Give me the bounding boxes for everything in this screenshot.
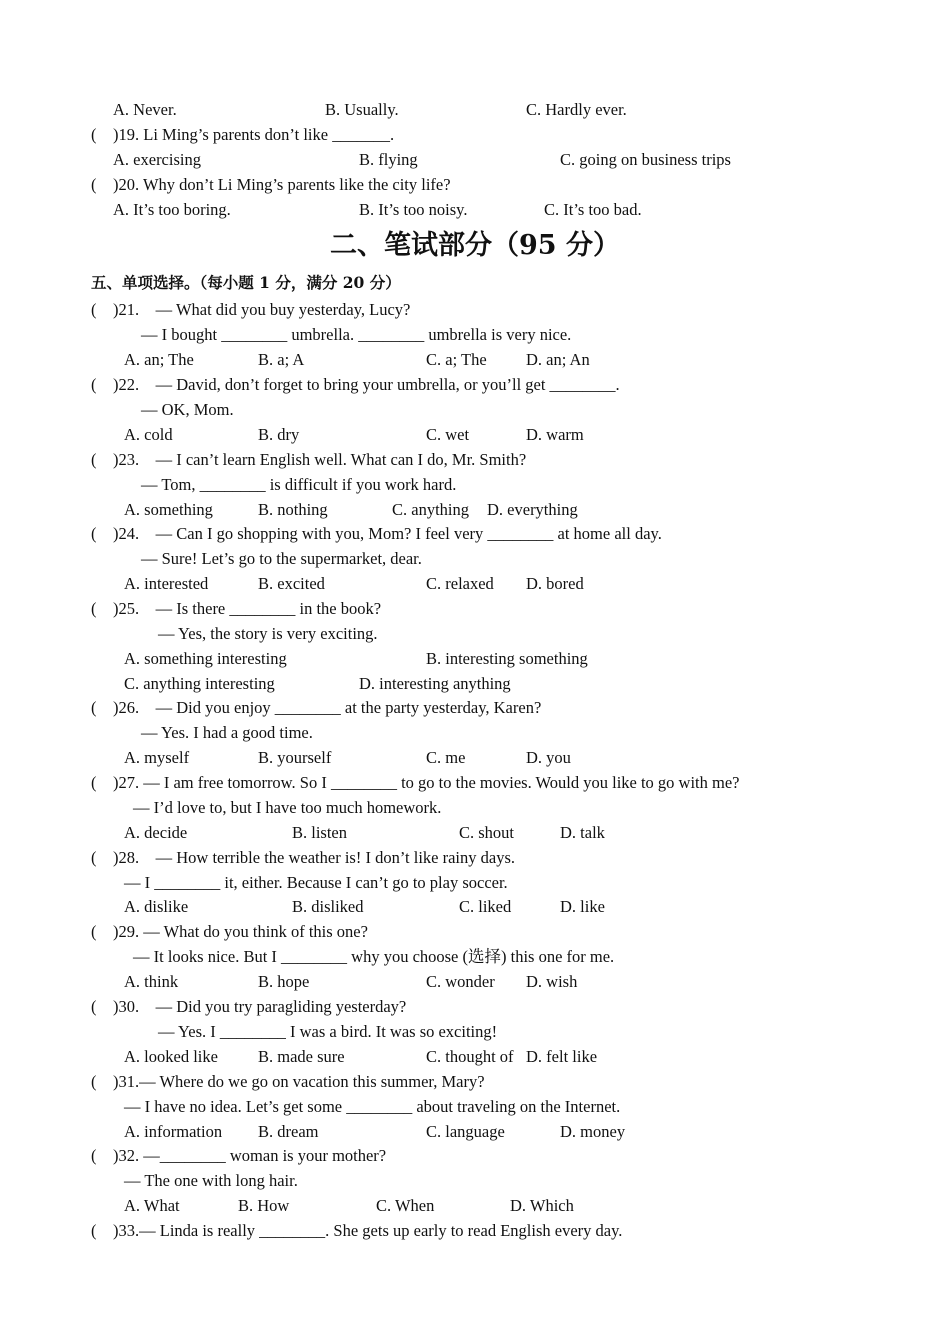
option-d: D. interesting anything <box>359 674 511 693</box>
option-a: A. exercising <box>113 150 201 169</box>
question-26-reply: — Yes. I had a good time. <box>141 723 313 742</box>
question-23-reply: — Tom, ________ is difficult if you work hard. <box>141 475 457 494</box>
option-a: A. information <box>124 1122 223 1141</box>
question-27-reply: — I’d love to, but I have too much homework. <box>133 798 442 817</box>
option-c: C. me <box>426 748 466 767</box>
section-title: 二、笔试部分（95 分） <box>330 230 620 261</box>
option-a: A. decide <box>124 823 188 842</box>
question-32-reply: — The one with long hair. <box>124 1171 298 1190</box>
question-27-stem: ( )27. — I am free tomorrow. So I ________ to go to the movies. Would you like to go with me? <box>91 773 740 792</box>
option-c: C. going on business trips <box>560 150 731 169</box>
question-21-stem: ( )21. — What did you buy yesterday, Lucy? <box>91 300 411 319</box>
option-d: D. warm <box>526 425 584 444</box>
option-a: A. myself <box>124 748 190 767</box>
option-d: D. bored <box>526 574 584 593</box>
question-31-reply: — I have no idea. Let’s get some ________ about traveling on the Internet. <box>124 1097 621 1116</box>
option-a: A. It’s too boring. <box>113 200 231 219</box>
option-d: D. talk <box>560 823 605 842</box>
option-b: B. nothing <box>258 500 328 519</box>
option-a: A. an; The <box>124 350 194 369</box>
option-c: C. liked <box>459 897 512 916</box>
option-a: A. looked like <box>124 1047 218 1066</box>
option-d: D. Which <box>510 1196 574 1215</box>
question-31-stem: ( )31.— Where do we go on vacation this summer, Mary? <box>91 1072 485 1091</box>
question-30-stem: ( )30. — Did you try paragliding yesterday? <box>91 997 407 1016</box>
part-title: 五、单项选择。（每小题 1 分，满分 20 分） <box>91 273 401 292</box>
option-b: B. excited <box>258 574 325 593</box>
option-a: A. cold <box>124 425 173 444</box>
option-d: D. wish <box>526 972 578 991</box>
question-24-reply: — Sure! Let’s go to the supermarket, dear. <box>141 549 422 568</box>
option-b: B. dry <box>258 425 300 444</box>
option-c: C. language <box>426 1122 505 1141</box>
option-d: D. you <box>526 748 571 767</box>
option-b: B. It’s too noisy. <box>359 200 468 219</box>
option-c: C. relaxed <box>426 574 494 593</box>
question-28-stem: ( )28. — How terrible the weather is! I don’t like rainy days. <box>91 848 515 867</box>
question-21-reply: — I bought ________ umbrella. ________ umbrella is very nice. <box>141 325 572 344</box>
option-c: C. wonder <box>426 972 495 991</box>
question-23-stem: ( )23. — I can’t learn English well. What can I do, Mr. Smith? <box>91 450 527 469</box>
question-19-stem: ( )19. Li Ming’s parents don’t like _______. <box>91 125 395 144</box>
option-c: C. When <box>376 1196 435 1215</box>
option-d: D. like <box>560 897 605 916</box>
option-b: B. dream <box>258 1122 319 1141</box>
option-d: D. money <box>560 1122 626 1141</box>
question-29-stem: ( )29. — What do you think of this one? <box>91 922 368 941</box>
option-c: C. thought of <box>426 1047 514 1066</box>
question-24-stem: ( )24. — Can I go shopping with you, Mom? I feel very ________ at home all day. <box>91 524 662 543</box>
option-c: C. anything <box>392 500 469 519</box>
option-d: D. an; An <box>526 350 590 369</box>
option-a: A. What <box>124 1196 180 1215</box>
option-c: C. It’s too bad. <box>544 200 642 219</box>
question-30-reply: — Yes. I ________ I was a bird. It was so exciting! <box>158 1022 498 1041</box>
option-a: A. something interesting <box>124 649 287 668</box>
question-32-stem: ( )32. —________ woman is your mother? <box>91 1146 387 1165</box>
option-b: B. interesting something <box>426 649 588 668</box>
option-b: B. made sure <box>258 1047 345 1066</box>
question-25-stem: ( )25. — Is there ________ in the book? <box>91 599 382 618</box>
option-a: A. something <box>124 500 213 519</box>
option-c: C. Hardly ever. <box>526 100 627 119</box>
question-29-reply: — It looks nice. But I ________ why you choose (选择) this one for me. <box>133 947 615 966</box>
question-25-reply: — Yes, the story is very exciting. <box>158 624 378 643</box>
option-d: D. everything <box>487 500 578 519</box>
question-33-stem: ( )33.— Linda is really ________. She gets up early to read English every day. <box>91 1221 623 1240</box>
option-b: B. a; A <box>258 350 305 369</box>
option-a: A. interested <box>124 574 209 593</box>
question-20-stem: ( )20. Why don’t Li Ming’s parents like the city life? <box>91 175 451 194</box>
option-d: D. felt like <box>526 1047 598 1066</box>
question-22-stem: ( )22. — David, don’t forget to bring your umbrella, or you’ll get ________. <box>91 375 620 394</box>
option-b: B. hope <box>258 972 310 991</box>
option-b: B. Usually. <box>325 100 399 119</box>
option-c: C. anything interesting <box>124 674 275 693</box>
option-b: B. How <box>238 1196 290 1215</box>
option-b: B. yourself <box>258 748 332 767</box>
question-22-reply: — OK, Mom. <box>141 400 234 419</box>
option-b: B. disliked <box>292 897 364 916</box>
option-c: C. a; The <box>426 350 487 369</box>
question-26-stem: ( )26. — Did you enjoy ________ at the party yesterday, Karen? <box>91 698 542 717</box>
option-a: A. dislike <box>124 897 189 916</box>
option-b: B. listen <box>292 823 348 842</box>
question-28-reply: — I ________ it, either. Because I can’t go to play soccer. <box>124 873 508 892</box>
option-b: B. flying <box>359 150 418 169</box>
option-c: C. shout <box>459 823 515 842</box>
option-c: C. wet <box>426 425 470 444</box>
option-a: A. think <box>124 972 179 991</box>
option-a: A. Never. <box>113 100 177 119</box>
